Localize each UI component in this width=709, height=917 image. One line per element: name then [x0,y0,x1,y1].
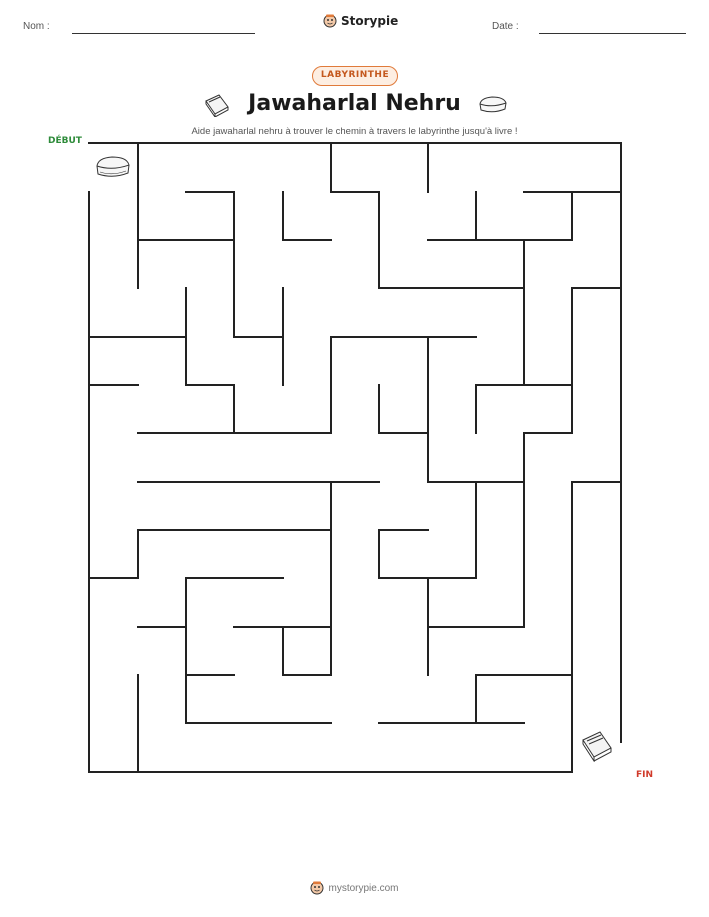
footer-url[interactable]: mystorypie.com [328,882,399,894]
start-label: DÉBUT [48,136,82,146]
brand-name: Storypie [341,14,399,28]
category-badge: LABYRINTHE [312,66,398,86]
end-book-icon [580,728,614,762]
date-label: Date : [492,21,519,32]
footer [0,881,709,895]
storypie-footer-icon [310,881,324,895]
end-label: FIN [636,770,654,780]
page-title: Jawaharlal Nehru [248,91,461,116]
start-cap-icon [93,153,133,183]
instructions: Aide jawaharlal nehru à trouver le chemin à travers le labyrinthe jusqu'à livre ! [191,126,518,137]
name-label: Nom : [23,21,50,32]
